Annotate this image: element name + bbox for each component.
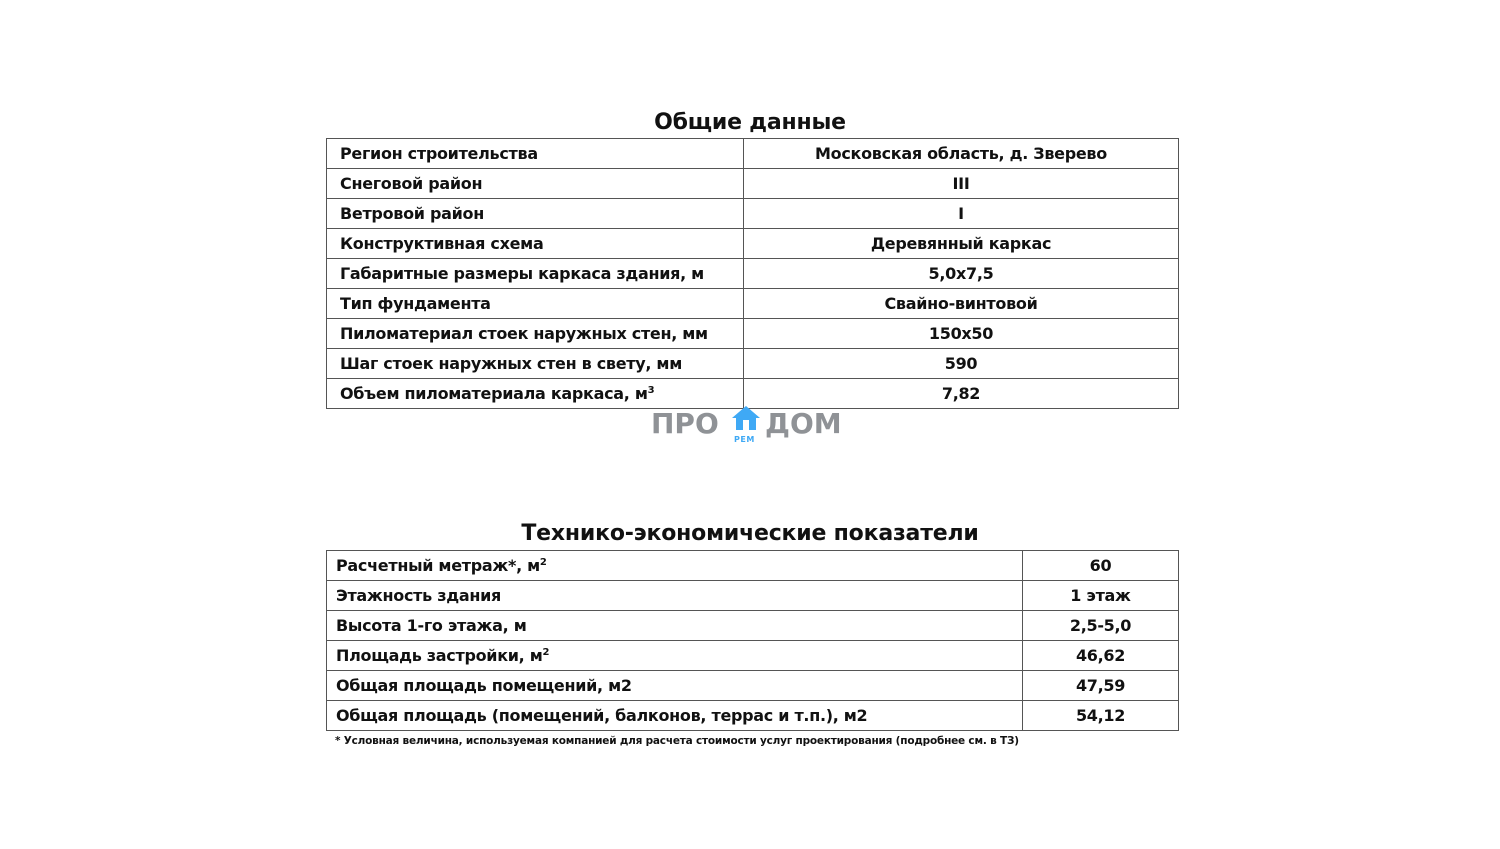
row-label: Конструктивная схема [327,229,744,259]
table-row [327,581,1179,611]
row-value: 60 [1023,551,1179,581]
row-label: Общая площадь (помещений, балконов, террас и т.п.), м2 [327,701,1023,731]
table-row [327,671,1179,701]
logo-text-right: ДОМ [765,407,842,440]
table-row [327,379,1179,409]
row-label: Габаритные размеры каркаса здания, м [327,259,744,289]
row-value: 2,5-5,0 [1023,611,1179,641]
row-label: Пиломатериал стоек наружных стен, мм [327,319,744,349]
row-value: 150х50 [744,319,1179,349]
table-row [327,259,1179,289]
table-row [327,169,1179,199]
row-label: Объем пиломатериала каркаса, $м^3$ [327,379,744,409]
company-logo [651,405,851,447]
row-value: III [744,169,1179,199]
house-icon [731,405,761,431]
superscript: 3 [647,385,655,396]
row-value: Московская область, д. Зверево [744,139,1179,169]
table-row [327,229,1179,259]
row-label: Ветровой район [327,199,744,229]
table-row [327,611,1179,641]
general-data-title: Общие данные [654,110,846,135]
row-value: 590 [744,349,1179,379]
row-value: 5,0х7,5 [744,259,1179,289]
table-row [327,289,1179,319]
row-label: Общая площадь помещений, м2 [327,671,1023,701]
table-row [327,349,1179,379]
row-label: Тип фундамента [327,289,744,319]
table-row [327,641,1179,671]
tech-indicators-title: Технико-экономические показатели [521,521,979,546]
row-value: Свайно-винтовой [744,289,1179,319]
table-row [327,319,1179,349]
row-value: Деревянный каркас [744,229,1179,259]
row-label: Расчетный метраж*, $м^2$ [327,551,1023,581]
row-value: 1 этаж [1023,581,1179,611]
row-label: Высота 1-го этажа, м [327,611,1023,641]
footnote: * Условная величина, используемая компанией для расчета стоимости услуг проектирования (подробнее см. в ТЗ) [335,735,1019,747]
row-value: 46,62 [1023,641,1179,671]
table-row [327,199,1179,229]
row-value: I [744,199,1179,229]
row-label: Шаг стоек наружных стен в свету, мм [327,349,744,379]
row-label: Регион строительства [327,139,744,169]
logo-text-left: ПРО [651,407,719,440]
logo-subtext: РЕМ [734,435,755,444]
superscript: 2 [542,647,550,658]
row-value: 54,12 [1023,701,1179,731]
table-row [327,701,1179,731]
table-row [327,551,1179,581]
superscript: 2 [539,557,547,568]
tech-indicators-table [326,550,1179,731]
row-label: Этажность здания [327,581,1023,611]
row-value: 7,82 [744,379,1179,409]
row-label: Снеговой район [327,169,744,199]
table-row [327,139,1179,169]
row-label: Площадь застройки, $м^2$ [327,641,1023,671]
general-data-table [326,138,1179,409]
row-value: 47,59 [1023,671,1179,701]
